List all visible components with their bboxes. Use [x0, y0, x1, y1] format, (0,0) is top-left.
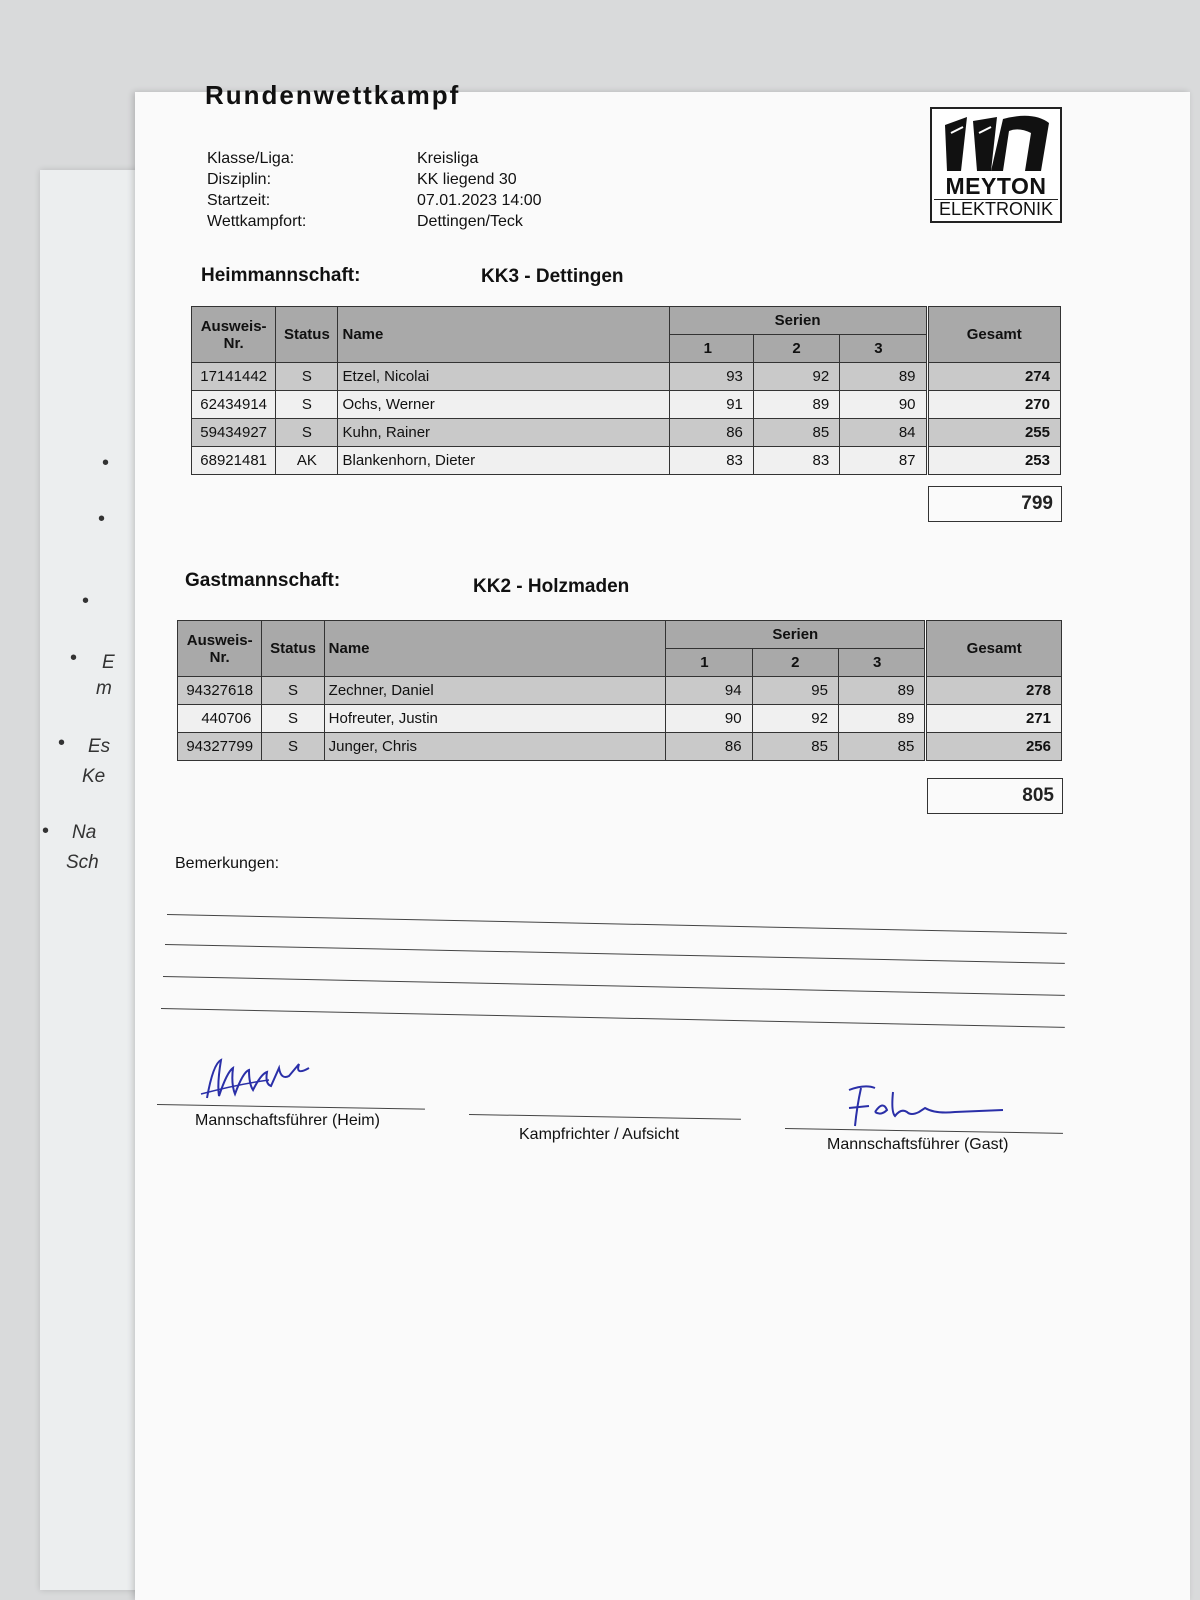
shooter-id: 94327799 [178, 733, 262, 761]
text-fragment: Ke [82, 766, 106, 787]
series-1-score: 86 [666, 733, 752, 761]
referee-label: Kampfrichter / Aufsicht [519, 1126, 680, 1143]
series-2-score: 92 [752, 705, 838, 733]
series-3-score: 84 [840, 419, 926, 447]
table-row [192, 391, 1061, 419]
meta-label: Startzeit: [207, 192, 271, 209]
series-3-score: 90 [840, 391, 926, 419]
home-team-total: 799 [928, 486, 1062, 522]
home-team-label: Heimmannschaft: [201, 265, 361, 286]
shooter-status: S [262, 733, 324, 761]
shooter-name: Hofreuter, Justin [324, 705, 666, 733]
text-fragment: Sch [66, 852, 99, 873]
col-status-header: Status [262, 621, 324, 677]
meta-label: Disziplin: [207, 171, 272, 188]
series-3-score: 87 [840, 447, 926, 475]
shooter-id: 62434914 [192, 391, 276, 419]
series-2-header: 2 [752, 649, 838, 677]
guest-team-label: Gastmannschaft: [185, 570, 341, 591]
match-info [207, 148, 542, 232]
series-1-score: 93 [669, 363, 753, 391]
remarks-label: Bemerkungen: [175, 855, 280, 872]
home-captain-signature [199, 1054, 339, 1104]
logo-line1: MEYTON [945, 173, 1047, 199]
series-3-header: 3 [840, 335, 926, 363]
shooter-id: 59434927 [192, 419, 276, 447]
shooter-status: S [276, 419, 338, 447]
shooter-total: 256 [927, 733, 1062, 761]
shooter-id: 17141442 [192, 363, 276, 391]
col-series-header: Serien [669, 307, 926, 335]
col-id-header: Ausweis-Nr. [192, 307, 276, 363]
remarks-line [167, 914, 1067, 934]
series-1-score: 94 [666, 677, 752, 705]
series-1-header: 1 [666, 649, 752, 677]
shooter-name: Etzel, Nicolai [338, 363, 669, 391]
meta-row [207, 190, 542, 211]
shooter-id: 68921481 [192, 447, 276, 475]
shooter-status: S [276, 363, 338, 391]
series-2-score: 95 [752, 677, 838, 705]
logo-line2: ELEKTRONIK [934, 199, 1058, 218]
col-id-header: Ausweis-Nr. [178, 621, 262, 677]
text-fragment: E [102, 652, 115, 673]
series-3-score: 89 [840, 363, 926, 391]
table-row [178, 705, 1062, 733]
home-score-table [191, 306, 1061, 475]
shooter-total: 271 [927, 705, 1062, 733]
remarks-line [165, 944, 1065, 964]
bullet: • [70, 647, 78, 669]
series-1-score: 83 [669, 447, 753, 475]
series-2-score: 83 [753, 447, 839, 475]
bullet: • [82, 590, 90, 612]
series-2-score: 89 [753, 391, 839, 419]
shooter-name: Blankenhorn, Dieter [338, 447, 669, 475]
meta-row [207, 169, 542, 190]
shooter-name: Zechner, Daniel [324, 677, 666, 705]
series-2-score: 85 [753, 419, 839, 447]
series-3-score: 85 [838, 733, 924, 761]
col-status-header: Status [276, 307, 338, 363]
shooter-status: S [262, 705, 324, 733]
col-series-header: Serien [666, 621, 925, 649]
shooter-total: 255 [928, 419, 1061, 447]
shooter-name: Junger, Chris [324, 733, 666, 761]
table-row [192, 447, 1061, 475]
meta-row [207, 148, 542, 169]
meta-value: Kreisliga [417, 150, 479, 167]
guest-captain-signature [835, 1082, 1015, 1132]
shooter-total: 274 [928, 363, 1061, 391]
bullet: • [98, 508, 106, 530]
guest-score-table [177, 620, 1062, 761]
series-3-score: 89 [838, 705, 924, 733]
series-2-header: 2 [753, 335, 839, 363]
meta-value: 07.01.2023 14:00 [417, 192, 542, 209]
series-2-score: 85 [752, 733, 838, 761]
signature-line-referee [469, 1114, 741, 1120]
text-fragment: Na [72, 822, 97, 843]
guest-team-total: 805 [927, 778, 1063, 814]
meyton-logo [930, 107, 1062, 223]
home-team-name: KK3 - Dettingen [481, 266, 624, 287]
table-row [192, 419, 1061, 447]
shooter-status: AK [276, 447, 338, 475]
bullet: • [102, 452, 110, 474]
shooter-status: S [262, 677, 324, 705]
guest-captain-label: Mannschaftsführer (Gast) [827, 1136, 1009, 1153]
series-1-score: 91 [669, 391, 753, 419]
remarks-line [161, 1008, 1065, 1028]
score-sheet [135, 80, 1190, 1600]
meta-value: KK liegend 30 [417, 171, 517, 188]
table-row [178, 733, 1062, 761]
text-fragment: m [96, 678, 112, 699]
bullet: • [42, 820, 50, 842]
col-total-header: Gesamt [927, 621, 1062, 677]
col-name-header: Name [324, 621, 666, 677]
series-1-header: 1 [669, 335, 753, 363]
meta-label: Klasse/Liga: [207, 150, 295, 167]
shooter-total: 253 [928, 447, 1061, 475]
shooter-name: Ochs, Werner [338, 391, 669, 419]
series-1-score: 90 [666, 705, 752, 733]
series-3-header: 3 [838, 649, 924, 677]
shooter-id: 94327618 [178, 677, 262, 705]
text-fragment: Es [88, 736, 111, 757]
col-name-header: Name [338, 307, 669, 363]
guest-team-name: KK2 - Holzmaden [473, 576, 630, 597]
shooter-name: Kuhn, Rainer [338, 419, 669, 447]
home-captain-label: Mannschaftsführer (Heim) [195, 1112, 380, 1129]
remarks-line [163, 976, 1065, 996]
series-2-score: 92 [753, 363, 839, 391]
meta-label: Wettkampfort: [207, 213, 307, 230]
meta-value: Dettingen/Teck [417, 213, 523, 230]
shooter-id: 440706 [178, 705, 262, 733]
series-1-score: 86 [669, 419, 753, 447]
bullet: • [58, 732, 66, 754]
table-row [178, 677, 1062, 705]
meta-row [207, 211, 542, 232]
document-title: Rundenwettkampf [205, 80, 461, 110]
logo-mark-icon [937, 113, 1055, 175]
table-row [192, 363, 1061, 391]
shooter-total: 278 [927, 677, 1062, 705]
col-total-header: Gesamt [928, 307, 1061, 363]
shooter-status: S [276, 391, 338, 419]
shooter-total: 270 [928, 391, 1061, 419]
series-3-score: 89 [838, 677, 924, 705]
signature-line-home [157, 1104, 425, 1110]
